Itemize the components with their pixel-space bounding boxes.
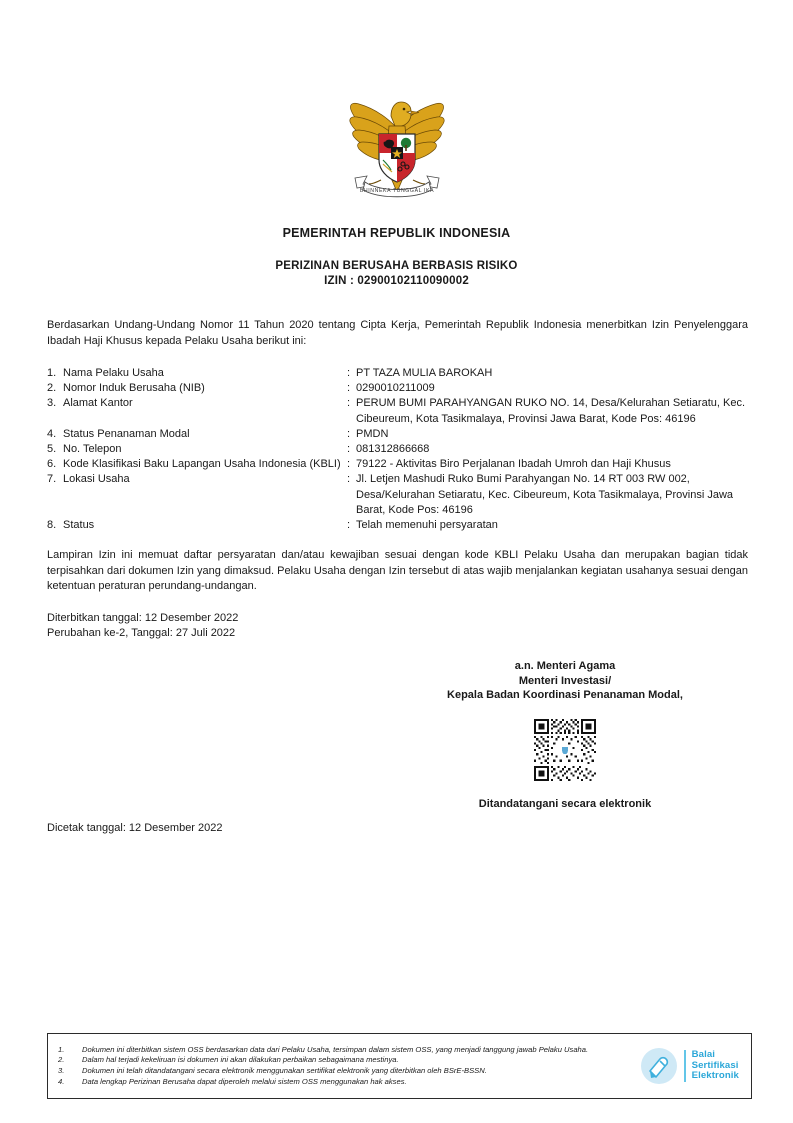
bsre-logo	[640, 1047, 751, 1085]
detail-colon: :	[347, 519, 351, 532]
signature-footer-text: Ditandatangani secara elektronik	[478, 797, 652, 810]
date-block	[47, 611, 748, 641]
detail-number: 6.	[47, 458, 57, 471]
detail-number: 7.	[47, 473, 57, 486]
list-item	[58, 1045, 636, 1056]
detail-number: 8.	[47, 519, 57, 532]
table-row	[47, 457, 748, 472]
note-number: 4.	[58, 1076, 65, 1086]
issued-date: Diterbitkan tanggal: 12 Desember 2022	[47, 611, 239, 624]
table-row	[47, 427, 748, 442]
signatory-line-1: a.n. Menteri Agama	[514, 660, 616, 672]
closing-paragraph: Lampiran Izin ini memuat daftar persyaratan dan/atau kewajiban sesuai dengan kode KBLI Pelaku Usaha dan merupakan bagian tidak terpisahkan dari dokumen Izin yang dimaksud. Pelaku Usaha dengan Izin tersebut di atas wajib menjalankan kegiatan usahanya sesuai dengan ketentuan peraturan perundang-undangan.	[47, 549, 748, 593]
detail-label: Lokasi Usaha	[63, 473, 130, 486]
detail-value: Jl. Letjen Mashudi Ruko Bumi Parahyangan No. 14 RT 003 RW 002, Desa/Kelurahan Setiaratu, Kec. Cibeureum, Kota Tasikmalaya, Provinsi Jawa Barat, Kode Pos: 46196	[356, 473, 734, 516]
detail-colon: :	[347, 473, 351, 486]
detail-label: Nomor Induk Berusaha (NIB)	[63, 382, 205, 395]
signatory-line-3: Kepala Badan Koordinasi Penanaman Modal,	[447, 689, 683, 701]
detail-value: PMDN	[356, 427, 389, 440]
detail-colon: :	[347, 443, 351, 456]
detail-label: Status	[63, 519, 95, 532]
note-text: Dokumen ini telah ditandatangani secara elektronik menggunakan sertifikat elektronik yang diterbitkan oleh BSrE-BSSN.	[82, 1066, 487, 1075]
detail-label: No. Telepon	[63, 443, 122, 456]
note-text: Dokumen ini diterbitkan sistem OSS berdasarkan data dari Pelaku Usaha, tersimpan dalam sistem OSS, yang menjadi tanggung jawab Pelaku Usaha.	[82, 1044, 589, 1054]
list-item	[58, 1077, 636, 1088]
signatory-line-2: Menteri Investasi/	[518, 674, 612, 687]
bsre-wordmark	[692, 1050, 739, 1082]
bsre-line-2: Sertifikasi	[691, 1059, 739, 1071]
detail-label: Alamat Kantor	[63, 397, 133, 410]
signature-block	[400, 659, 730, 810]
detail-value: 79122 - Aktivitas Biro Perjalanan Ibadah Umroh dan Haji Khusus	[356, 458, 671, 471]
bsre-divider	[684, 1050, 686, 1082]
qr-container	[400, 719, 730, 781]
note-number: 2.	[58, 1055, 65, 1065]
detail-colon: :	[347, 382, 351, 395]
detail-value: 0290010211009	[356, 382, 435, 395]
detail-colon: :	[347, 397, 351, 410]
table-row	[47, 366, 748, 381]
detail-colon: :	[347, 458, 351, 471]
detail-value: 081312866668	[356, 443, 430, 456]
detail-label: Nama Pelaku Usaha	[63, 367, 164, 379]
footer-notes-list	[48, 1039, 640, 1093]
detail-number: 5.	[47, 443, 57, 456]
note-text: Dalam hal terjadi kekeliruan isi dokumen ini akan dilakukan perbaikan sebagaimana mestinya.	[82, 1055, 399, 1065]
signature-qr-code[interactable]	[534, 719, 596, 781]
list-item	[58, 1066, 636, 1077]
document-heading-block	[0, 225, 793, 289]
license-number: IZIN : 02900102110090002	[324, 275, 469, 287]
garuda-pancasila-emblem	[337, 92, 457, 200]
detail-number: 2.	[47, 382, 57, 395]
emblem-container	[0, 92, 793, 200]
table-row	[47, 381, 748, 396]
list-item	[58, 1055, 636, 1066]
document-body	[47, 318, 748, 641]
garuda-head	[391, 102, 411, 126]
table-row	[47, 518, 748, 533]
pancasila-shield	[379, 134, 415, 182]
bsre-certificate-icon	[640, 1047, 678, 1085]
svg-text:BHINNEKA TUNGGAL IKA: BHINNEKA TUNGGAL IKA	[359, 188, 434, 194]
detail-value: PT TAZA MULIA BAROKAH	[356, 367, 493, 379]
detail-number: 4.	[47, 427, 57, 440]
table-row	[47, 442, 748, 457]
note-number: 1.	[58, 1044, 65, 1054]
printed-date: Dicetak tanggal: 12 Desember 2022	[47, 822, 223, 834]
detail-label: Status Penanaman Modal	[63, 427, 190, 440]
bsre-line-3: Elektronik	[691, 1070, 739, 1082]
detail-colon: :	[347, 367, 351, 379]
country-heading: PEMERINTAH REPUBLIK INDONESIA	[282, 226, 511, 240]
detail-number: 1.	[47, 367, 57, 379]
detail-number: 3.	[47, 397, 57, 410]
detail-value: PERUM BUMI PARAHYANGAN RUKO NO. 14, Desa/Kelurahan Setiaratu, Kec. Cibeureum, Kota Tasikmalaya, Provinsi Jawa Barat, Kode Pos: 46196	[356, 397, 746, 425]
note-number: 3.	[58, 1066, 65, 1075]
document-title: PERIZINAN BERUSAHA BERBASIS RISIKO	[275, 260, 518, 272]
footer-disclaimer-box	[47, 1033, 752, 1099]
intro-paragraph: Berdasarkan Undang-Undang Nomor 11 Tahun 2020 tentang Cipta Kerja, Pemerintah Republik Indonesia menerbitkan Izin Penyelenggara Ibadah Haji Khusus kepada Pelaku Usaha berikut ini:	[47, 319, 748, 347]
business-details-table	[47, 366, 748, 533]
table-row	[47, 472, 748, 518]
note-text: Data lengkap Perizinan Berusaha dapat diperoleh melalui sistem OSS menggunakan hak akses.	[82, 1076, 407, 1086]
detail-value: Telah memenuhi persyaratan	[356, 519, 498, 532]
detail-label: Kode Klasifikasi Baku Lapangan Usaha Indonesia (KBLI)	[63, 458, 341, 471]
table-row	[47, 396, 748, 426]
amendment-date: Perubahan ke-2, Tanggal: 27 Juli 2022	[47, 626, 236, 639]
detail-colon: :	[347, 427, 351, 440]
bsre-line-1: Balai	[691, 1049, 716, 1061]
